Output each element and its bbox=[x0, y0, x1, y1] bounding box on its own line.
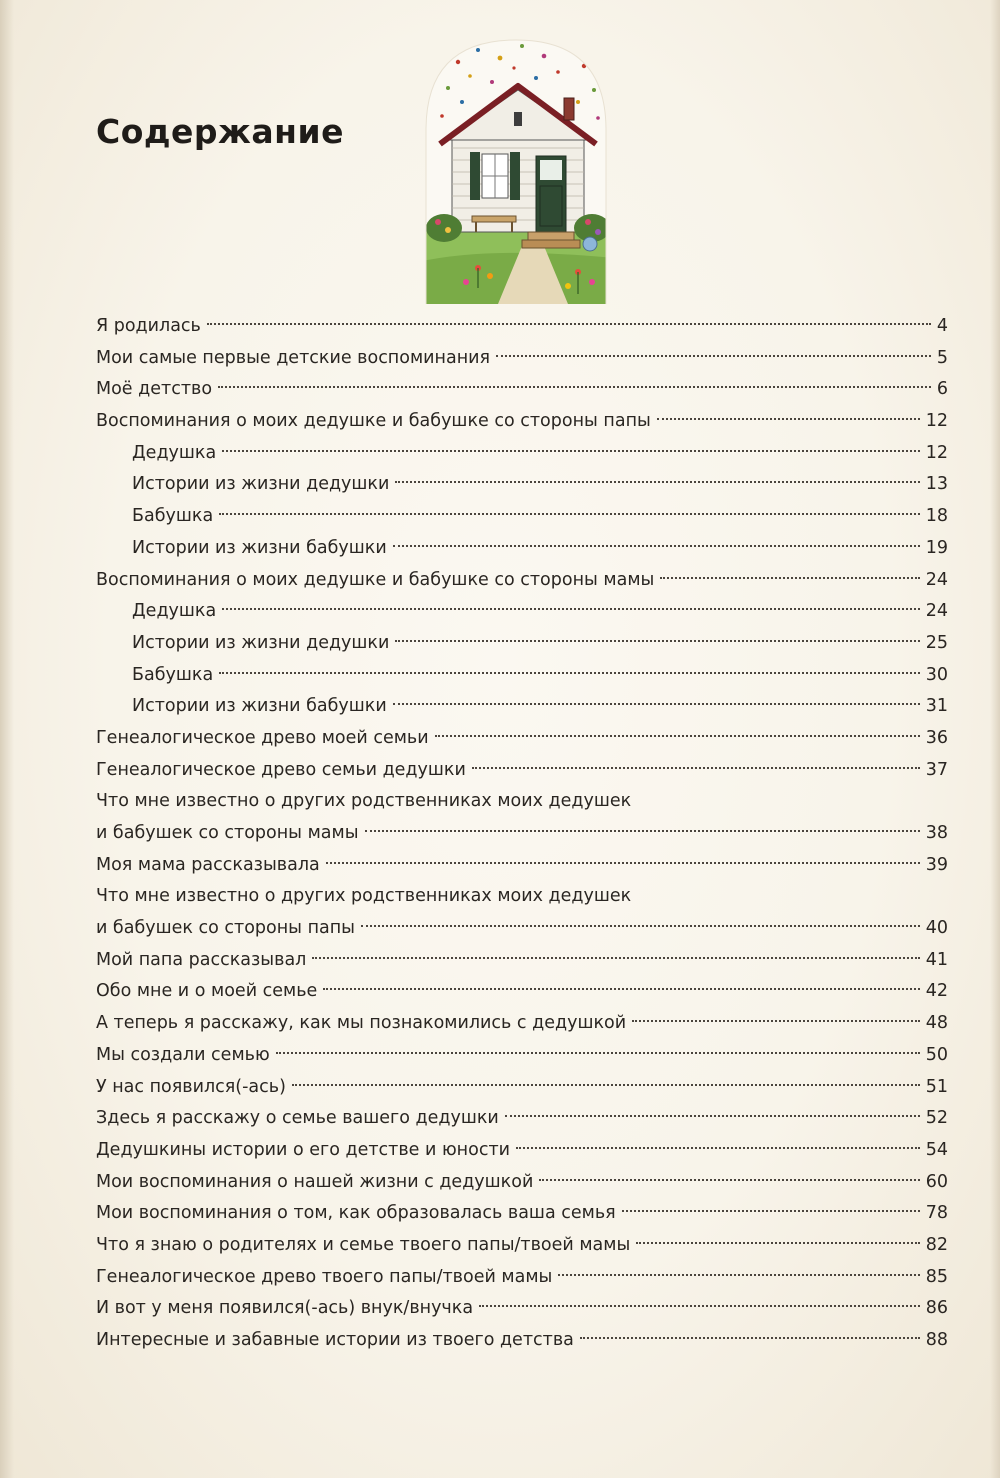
toc-dot-leader bbox=[222, 450, 920, 452]
toc-entry-title: Воспоминания о моих дедушке и бабушке со стороны мамы bbox=[96, 569, 655, 590]
toc-entry[interactable] bbox=[96, 596, 948, 628]
toc-entry-title: Что я знаю о родителях и семье твоего папы/твоей мамы bbox=[96, 1234, 631, 1255]
toc-page-number: 5 bbox=[936, 347, 948, 368]
toc-page-number: 85 bbox=[925, 1266, 948, 1287]
toc-entry[interactable] bbox=[96, 1167, 948, 1199]
toc-entry-title: Мои самые первые детские воспоминания bbox=[96, 347, 491, 368]
toc-entry-title: Мои воспоминания о нашей жизни с дедушкой bbox=[96, 1171, 534, 1192]
toc-page-number: 12 bbox=[925, 442, 948, 463]
toc-entry-title: Истории из жизни дедушки bbox=[132, 474, 390, 495]
toc-dot-leader bbox=[393, 703, 920, 705]
toc-page-number: 12 bbox=[925, 411, 948, 432]
toc-page-number: 78 bbox=[925, 1203, 948, 1224]
toc-entry[interactable] bbox=[96, 311, 948, 343]
toc-page-number: 82 bbox=[925, 1234, 948, 1255]
toc-dot-leader bbox=[326, 862, 920, 864]
toc-page-number: 18 bbox=[925, 506, 948, 527]
toc-dot-leader bbox=[539, 1179, 919, 1181]
page-edge-right bbox=[990, 0, 1000, 1478]
toc-dot-leader bbox=[207, 323, 931, 325]
page-title: Содержание bbox=[96, 112, 344, 151]
toc-entry-title: А теперь я расскажу, как мы познакомились с дедушкой bbox=[96, 1013, 627, 1034]
toc-dot-leader bbox=[472, 767, 920, 769]
toc-entry-title: Бабушка bbox=[132, 664, 214, 685]
toc-dot-leader bbox=[622, 1210, 920, 1212]
toc-entry[interactable] bbox=[96, 1135, 948, 1167]
toc-dot-leader bbox=[222, 608, 920, 610]
toc-dot-leader bbox=[312, 957, 919, 959]
toc-entry-title: Я родилась bbox=[96, 316, 201, 336]
toc-page-number: 54 bbox=[925, 1139, 948, 1160]
toc-page-number: 31 bbox=[925, 696, 948, 717]
toc-entry-title: Мы создали семью bbox=[96, 1044, 270, 1065]
toc-entry-title: Здесь я расскажу о семье вашего дедушки bbox=[96, 1108, 499, 1129]
toc-entry[interactable] bbox=[96, 723, 948, 755]
toc-entry[interactable] bbox=[96, 1325, 948, 1357]
toc-entry-title: и бабушек со стороны мамы bbox=[96, 823, 359, 843]
toc-page-number: 6 bbox=[936, 379, 948, 400]
toc-page-number: 50 bbox=[925, 1044, 948, 1065]
toc-page-number: 19 bbox=[925, 537, 948, 558]
toc-dot-leader bbox=[361, 925, 920, 927]
toc-entry[interactable] bbox=[96, 1198, 948, 1230]
toc-page-number: 30 bbox=[925, 664, 948, 685]
toc-dot-leader bbox=[505, 1115, 920, 1117]
toc-entry-line2 bbox=[96, 913, 948, 945]
toc-entry-title: Генеалогическое древо семьи дедушки bbox=[96, 759, 466, 780]
toc-entry[interactable] bbox=[96, 691, 948, 723]
toc-page-number: 48 bbox=[925, 1013, 948, 1034]
toc-entry[interactable] bbox=[96, 755, 948, 787]
toc-dot-leader bbox=[395, 481, 919, 483]
toc-page-number: 24 bbox=[925, 569, 948, 590]
toc-entry-title: Генеалогическое древо моей семьи bbox=[96, 727, 429, 748]
toc-entry-title: Истории из жизни бабушки bbox=[132, 696, 387, 717]
toc-dot-leader bbox=[435, 735, 920, 737]
page-edge-left bbox=[0, 0, 14, 1478]
toc-entry-title: Обо мне и о моей семье bbox=[96, 981, 318, 1002]
toc-dot-leader bbox=[580, 1337, 920, 1339]
toc-entry[interactable] bbox=[96, 406, 948, 438]
toc-entry[interactable] bbox=[96, 438, 948, 470]
toc-dot-leader bbox=[479, 1305, 920, 1307]
toc-entry[interactable] bbox=[96, 1293, 948, 1325]
toc-page-number: 42 bbox=[925, 981, 948, 1002]
toc-dot-leader bbox=[636, 1242, 919, 1244]
toc-entry-title: Бабушка bbox=[132, 506, 214, 527]
toc-entry-title-line1: Что мне известно о других родственниках моих дедушек bbox=[96, 791, 632, 812]
toc-entry[interactable] bbox=[96, 1008, 948, 1040]
toc-entry[interactable] bbox=[96, 1072, 948, 1104]
toc-dot-leader bbox=[219, 513, 920, 515]
toc-dot-leader bbox=[660, 577, 919, 579]
toc-entry[interactable] bbox=[96, 976, 948, 1008]
toc-entry-title: Дедушка bbox=[132, 442, 217, 463]
toc-entry[interactable] bbox=[96, 501, 948, 533]
toc-entry[interactable] bbox=[96, 628, 948, 660]
toc-entry[interactable] bbox=[96, 343, 948, 375]
toc-entry-title: Истории из жизни бабушки bbox=[132, 537, 387, 558]
toc-page-number: 4 bbox=[936, 316, 948, 336]
toc-dot-leader bbox=[657, 418, 920, 420]
toc-page-number: 25 bbox=[925, 632, 948, 653]
toc-dot-leader bbox=[219, 672, 920, 674]
toc-entry[interactable] bbox=[96, 660, 948, 692]
toc-dot-leader bbox=[323, 988, 919, 990]
toc-page-number: 38 bbox=[925, 823, 948, 843]
toc-entry-title-line1: Что мне известно о других родственниках моих дедушек bbox=[96, 886, 632, 907]
toc-entry-title: Моё детство bbox=[96, 379, 213, 400]
toc-dot-leader bbox=[516, 1147, 920, 1149]
toc-entry[interactable] bbox=[96, 374, 948, 406]
toc-page-number: 86 bbox=[925, 1298, 948, 1319]
toc-dot-leader bbox=[395, 640, 919, 642]
toc-entry-title: Мой папа рассказывал bbox=[96, 949, 307, 970]
toc-page-number: 88 bbox=[925, 1330, 948, 1351]
house-illustration bbox=[418, 32, 614, 304]
toc-entry[interactable] bbox=[96, 1103, 948, 1135]
toc-entry[interactable] bbox=[96, 469, 948, 501]
toc-page-number: 51 bbox=[925, 1076, 948, 1097]
toc-entry[interactable] bbox=[96, 1230, 948, 1262]
toc-entry[interactable] bbox=[96, 1262, 948, 1294]
toc-dot-leader bbox=[292, 1084, 920, 1086]
toc-entry[interactable] bbox=[96, 786, 948, 849]
toc-entry[interactable] bbox=[96, 533, 948, 565]
toc-entry-title: Моя мама рассказывала bbox=[96, 854, 320, 875]
toc-dot-leader bbox=[218, 386, 931, 388]
toc-dot-leader bbox=[496, 355, 931, 357]
toc-entry-line2 bbox=[96, 818, 948, 850]
toc-entry-title: и бабушек со стороны папы bbox=[96, 918, 355, 939]
toc-entry-title: Истории из жизни дедушки bbox=[132, 632, 390, 653]
toc-entry-title: У нас появился(-ась) bbox=[96, 1076, 286, 1097]
toc-page-number: 36 bbox=[925, 727, 948, 748]
toc-entry[interactable] bbox=[96, 850, 948, 882]
toc-page-number: 41 bbox=[925, 949, 948, 970]
toc-entry-title: И вот у меня появился(-ась) внук/внучка bbox=[96, 1298, 474, 1319]
toc-page-number: 37 bbox=[925, 759, 948, 780]
toc-entry-title: Генеалогическое древо твоего папы/твоей мамы bbox=[96, 1266, 553, 1287]
toc-page-number: 52 bbox=[925, 1108, 948, 1129]
toc-entry-title: Дедушка bbox=[132, 601, 217, 622]
table-of-contents bbox=[96, 311, 948, 1357]
toc-page-number: 39 bbox=[925, 854, 948, 875]
toc-page-number: 24 bbox=[925, 601, 948, 622]
toc-page-number: 60 bbox=[925, 1171, 948, 1192]
toc-entry-title: Мои воспоминания о том, как образовалась ваша семья bbox=[96, 1203, 616, 1224]
toc-dot-leader bbox=[276, 1052, 920, 1054]
toc-entry[interactable] bbox=[96, 1040, 948, 1072]
toc-page-number: 13 bbox=[925, 474, 948, 495]
toc-entry-title: Интересные и забавные истории из твоего детства bbox=[96, 1330, 574, 1351]
toc-dot-leader bbox=[365, 830, 920, 832]
toc-dot-leader bbox=[393, 545, 920, 547]
toc-dot-leader bbox=[558, 1274, 919, 1276]
toc-entry[interactable] bbox=[96, 945, 948, 977]
toc-entry[interactable] bbox=[96, 565, 948, 597]
toc-entry[interactable] bbox=[96, 881, 948, 944]
toc-entry-title: Дедушкины истории о его детстве и юности bbox=[96, 1139, 511, 1160]
toc-page-number: 40 bbox=[925, 918, 948, 939]
toc-dot-leader bbox=[632, 1020, 920, 1022]
toc-entry-title: Воспоминания о моих дедушке и бабушке со стороны папы bbox=[96, 411, 651, 432]
